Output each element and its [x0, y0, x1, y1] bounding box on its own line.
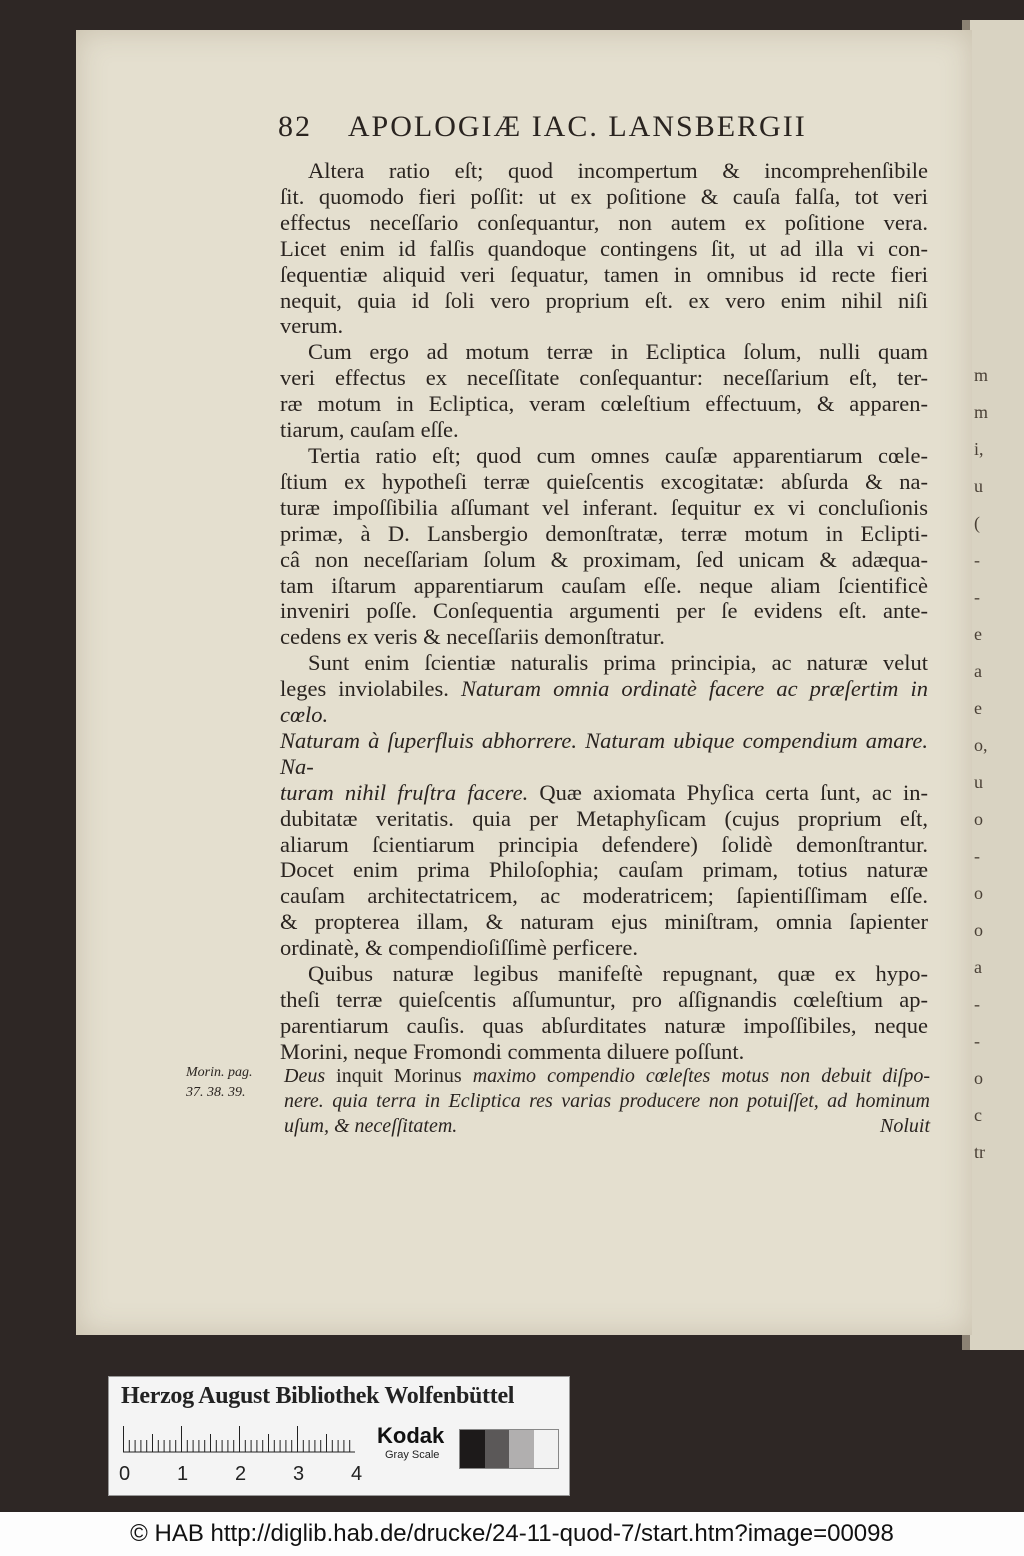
text-line: nere. quia terra in Ecliptica res varias producere non potuiſſet, ad hominum	[284, 1090, 930, 1112]
facing-page-fragment: m	[974, 365, 989, 385]
facing-page-fragment: m	[974, 402, 989, 422]
facing-page-fragment: o	[974, 920, 983, 940]
text-line	[284, 1114, 930, 1139]
facing-page-fragment: -	[974, 1031, 980, 1051]
paragraph-1	[280, 158, 928, 339]
catchword: Noluit	[879, 1115, 930, 1137]
copyright-link[interactable]: © HAB http://diglib.hab.de/drucke/24-11-quod-7/start.htm?image=00098	[130, 1520, 894, 1547]
text-line: primæ, à D. Lansbergio demonſtratæ, terræ motum in Eclipti-	[280, 520, 928, 546]
running-head	[278, 110, 938, 144]
italic-text: uſum, & neceſſitatem.	[284, 1115, 458, 1137]
gray-scale-label: Gray Scale	[385, 1449, 440, 1461]
facing-page-fragment: i,	[974, 439, 984, 459]
facing-page-edge	[968, 20, 1024, 1350]
facing-page-fragment: e	[974, 698, 982, 718]
italic-text: Deus	[284, 1065, 326, 1087]
footer	[0, 1512, 1024, 1556]
facing-page-fragment: e	[974, 624, 982, 644]
text-line: cedens ex veris & neceſſariis demonſtratur.	[280, 624, 665, 650]
text-line: ræ motum in Ecliptica, veram cœleſtium effectuum, & apparen-	[280, 391, 928, 417]
text-line: ſit. quomodo fieri poſſit: ut ex poſitione & cauſa falſa, tot veri	[280, 183, 928, 209]
text-line: Quibus naturæ legibus manifeſtè repugnant, quæ ex hypo-	[308, 961, 928, 987]
page-number: 82	[278, 110, 312, 143]
text-line: Altera ratio eſt; quod incompertum & incomprehenſibile	[308, 158, 928, 183]
scale-number: 1	[177, 1463, 189, 1485]
roman-text: Quæ axiomata Phyſica certa ſunt, ac in-	[539, 779, 928, 805]
text-line: effectus neceſſario conſequantur, non autem ex poſitione vera.	[280, 209, 928, 235]
text-line: Licet enim id falſis quandoque contingens ſit, ut ad illa vi con-	[280, 235, 928, 261]
text-line: aliarum ſcientiarum principia defendere) ſolidè demonſtrantur.	[280, 831, 928, 857]
facing-page-fragment: o	[974, 1068, 983, 1088]
running-head-title: APOLOGIÆ IAC. LANSBERGII	[347, 110, 807, 143]
text-line	[284, 1064, 930, 1089]
paragraph-2	[280, 339, 928, 443]
facing-page-fragment: a	[974, 957, 982, 977]
text-line: theſi terræ quieſcentis aſſumuntur, pro aſſignandis cœleſtium ap-	[280, 987, 928, 1012]
text-line: Tertia ratio eſt; quod cum omnes cauſæ apparentiarum cœle-	[308, 442, 928, 468]
library-name: Herzog August Bibliothek Wolfenbüttel	[121, 1383, 515, 1409]
kodak-logo: Kodak	[377, 1423, 445, 1448]
facing-page-fragment: -	[974, 550, 980, 570]
facing-page-fragment: (	[974, 513, 980, 533]
italic-text: maximo compendio cœleſtes motus non debuit diſpo-	[472, 1065, 931, 1087]
gray-patch	[509, 1430, 534, 1468]
marginal-note	[186, 1063, 266, 1103]
marginal-line: Morin. pag.	[186, 1065, 253, 1080]
facing-page-fragment: -	[974, 846, 980, 866]
facing-page-fragment: o	[974, 809, 983, 829]
scale-number: 2	[235, 1463, 247, 1485]
text-line: ordinatè, & compendioſiſſimè perficere.	[280, 935, 638, 961]
paragraph-5	[280, 961, 928, 1065]
roman-text: leges inviolabiles.	[280, 676, 449, 702]
text-line: veri effectus ex neceſſitate conſequantur: neceſſarium eſt, ter-	[280, 365, 928, 391]
scale-number: 3	[293, 1463, 305, 1485]
facing-page-fragment: -	[974, 587, 980, 607]
text-line: Morini, neque Fromondi commenta diluere poſſunt.	[280, 1038, 745, 1064]
text-line: turæ impoſſibilia aſſumant vel inferant. ſequitur ex vi concluſionis	[280, 494, 928, 520]
text-line: Sunt enim ſcientiæ naturalis prima principia, ac naturæ velut	[308, 650, 928, 676]
facing-page-fragment: tr	[974, 1142, 985, 1162]
facing-page-fragment: u	[974, 476, 983, 496]
gray-patch	[485, 1430, 510, 1468]
text-line: parentiarum cauſis. quas abſurditates naturæ impoſſibiles, neque	[280, 1012, 928, 1038]
text-line	[280, 728, 928, 780]
italic-text: Naturam à ſuperfluis abhorrere. Naturam ubique compendium amare. Na-	[280, 727, 928, 779]
facing-page-fragment: c	[974, 1105, 982, 1125]
gray-patches	[459, 1429, 559, 1469]
text-line: ſequentiæ aliquid veri ſequatur, tamen in omnibus id recte fieri	[280, 261, 928, 287]
marginal-line: 37. 38. 39.	[186, 1085, 246, 1100]
text-line: ſtium ex hypotheſi terræ quieſcentis excogitatæ: abſurda & na-	[280, 468, 928, 494]
scale-number: 4	[351, 1463, 363, 1485]
gray-patch	[460, 1430, 485, 1468]
text-line: câ non neceſſariam ſolum & proximam, ſed unicam & adæqua-	[280, 546, 928, 572]
gray-patch	[534, 1430, 559, 1468]
facing-page-fragment: u	[974, 772, 983, 792]
text-line: tiarum, cauſam eſſe.	[280, 417, 459, 443]
scale-number: 0	[119, 1463, 131, 1485]
roman-text: inquit Morinus	[325, 1065, 473, 1087]
text-line	[280, 780, 928, 806]
text-line: verum.	[280, 313, 344, 339]
text-line	[280, 676, 928, 728]
text-line: Cum ergo ad motum terræ in Ecliptica ſolum, nulli quam	[308, 339, 928, 365]
text-line: inveniri poſſe. Conſequentia argumenti per ſe evidens eſt. ante-	[280, 598, 928, 624]
paragraph-3	[280, 443, 928, 650]
text-line: Docet enim prima Philoſophia; cauſam primam, totius naturæ	[280, 857, 928, 883]
text-line: nequit, quia id ſoli vero proprium eſt. ex vero enim nihil niſi	[280, 287, 928, 313]
text-line: & propterea illam, & naturam ejus miniſtram, omnia ſapienter	[280, 909, 928, 935]
paragraph-4	[280, 650, 928, 961]
text-line: dubitatæ veritatis. quia per Metaphyſicam (cujus proprium eſt,	[280, 805, 928, 831]
text-line: tam iſtarum apparentiarum cauſam eſſe. neque aliam ſcientificè	[280, 572, 928, 598]
body-text	[280, 158, 928, 1065]
facing-page-fragment: o,	[974, 735, 988, 755]
text-line: cauſam architectatricem, ac moderatricem; ſapientiſſimam eſſe.	[280, 883, 928, 909]
facing-page-fragment: a	[974, 661, 982, 681]
italic-text: turam nihil fruſtra facere.	[280, 779, 529, 805]
italic-text: Naturam omnia ordinatè facere ac præſertim in cœlo.	[280, 676, 928, 728]
color-target	[108, 1376, 570, 1496]
facing-page-fragment: o	[974, 883, 983, 903]
facing-page-fragment: -	[974, 994, 980, 1014]
scale-ruler	[123, 1425, 355, 1453]
quotation-block	[284, 1064, 930, 1139]
